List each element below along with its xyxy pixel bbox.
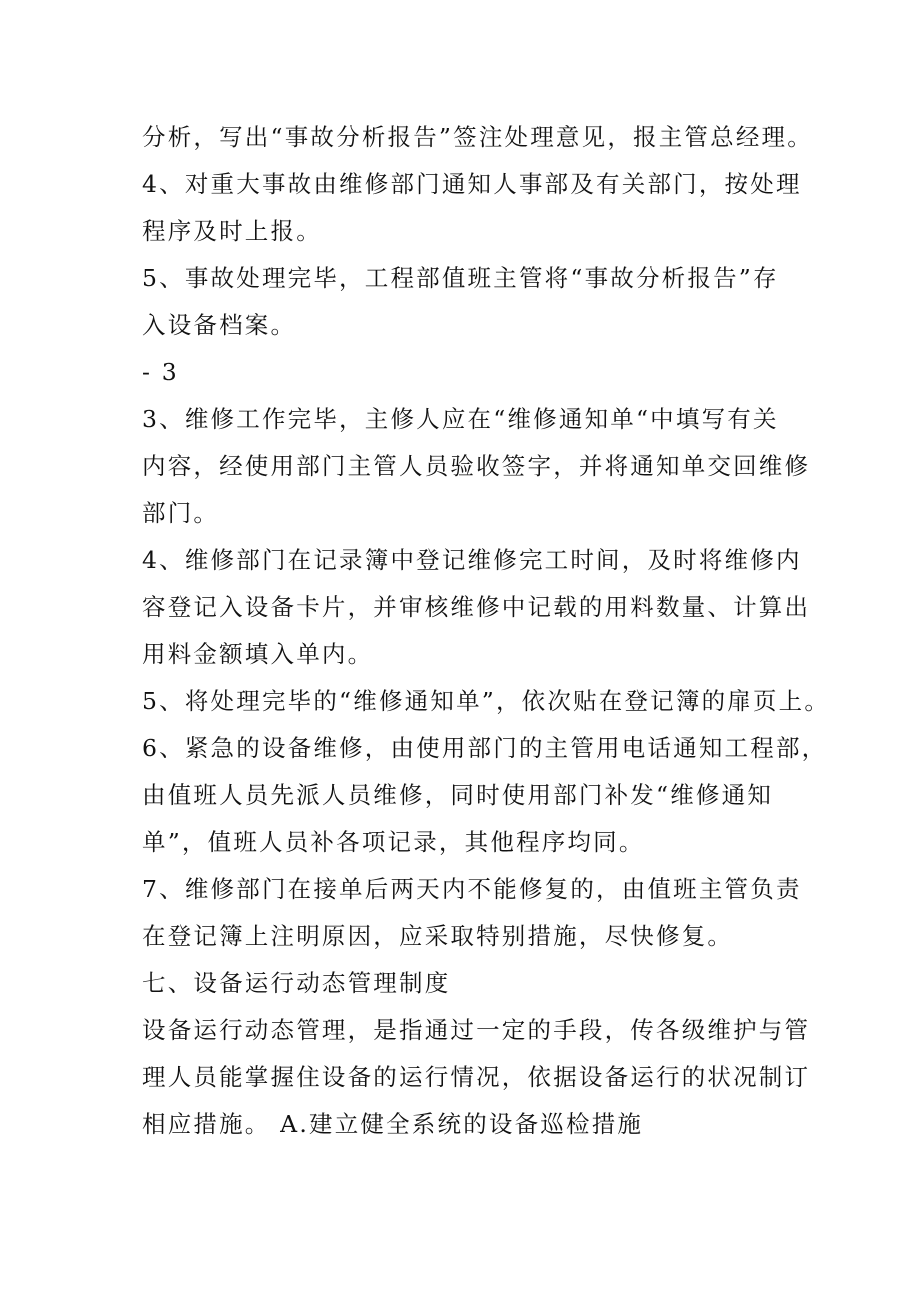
document-body: [142, 114, 831, 1148]
text-line: 在登记簿上注明原因，应采取特别措施，尽快修复。: [142, 922, 734, 950]
text-line: 由值班人员先派人员维修，同时使用部门补发“维修通知: [142, 781, 774, 809]
text-line: 理人员能掌握住设备的运行情况，依据设备运行的状况制订: [142, 1063, 811, 1091]
text-line: 分析，写出“事故分析报告”签注处理意见，报主管总经理。: [142, 123, 813, 151]
section-heading: 七、设备运行动态管理制度: [142, 969, 451, 997]
text-line: 容登记入设备卡片，并审核维修中记载的用料数量、计算出: [142, 593, 811, 621]
text-line: 5、事故处理完毕，工程部值班主管将“事故分析报告”存: [142, 264, 779, 292]
text-line: 4、维修部门在记录簿中登记维修完工时间，及时将维修内: [142, 546, 802, 574]
text-line: 内容，经使用部门主管人员验收签字，并将通知单交回维修: [142, 452, 811, 480]
text-line: 3、维修工作完毕，主修人应在“维修通知单“中填写有关: [142, 405, 779, 433]
text-line: 设备运行动态管理，是指通过一定的手段，传各级维护与管: [142, 1016, 811, 1044]
text-line: 入设备档案。: [142, 311, 297, 339]
text-line: 6、紧急的设备维修，由使用部门的主管用电话通知工程部，: [142, 734, 828, 762]
text-line: 单”，值班人员补各项记录，其他程序均同。: [142, 828, 645, 856]
page-marker: - 3: [142, 358, 179, 386]
text-line: 7、维修部门在接单后两天内不能修复的，由值班主管负责: [142, 875, 802, 903]
text-line: 程序及时上报。: [142, 217, 322, 245]
text-line: 5、将处理完毕的“维修通知单”，依次贴在登记簿的扉页上。: [142, 687, 831, 715]
text-line: 部门。: [142, 499, 220, 527]
text-line: 4、对重大事故由维修部门通知人事部及有关部门，按处理: [142, 170, 802, 198]
text-line: 相应措施。 A.建立健全系统的设备巡检措施: [142, 1110, 644, 1138]
text-line: 用料金额填入单内。: [142, 640, 374, 668]
